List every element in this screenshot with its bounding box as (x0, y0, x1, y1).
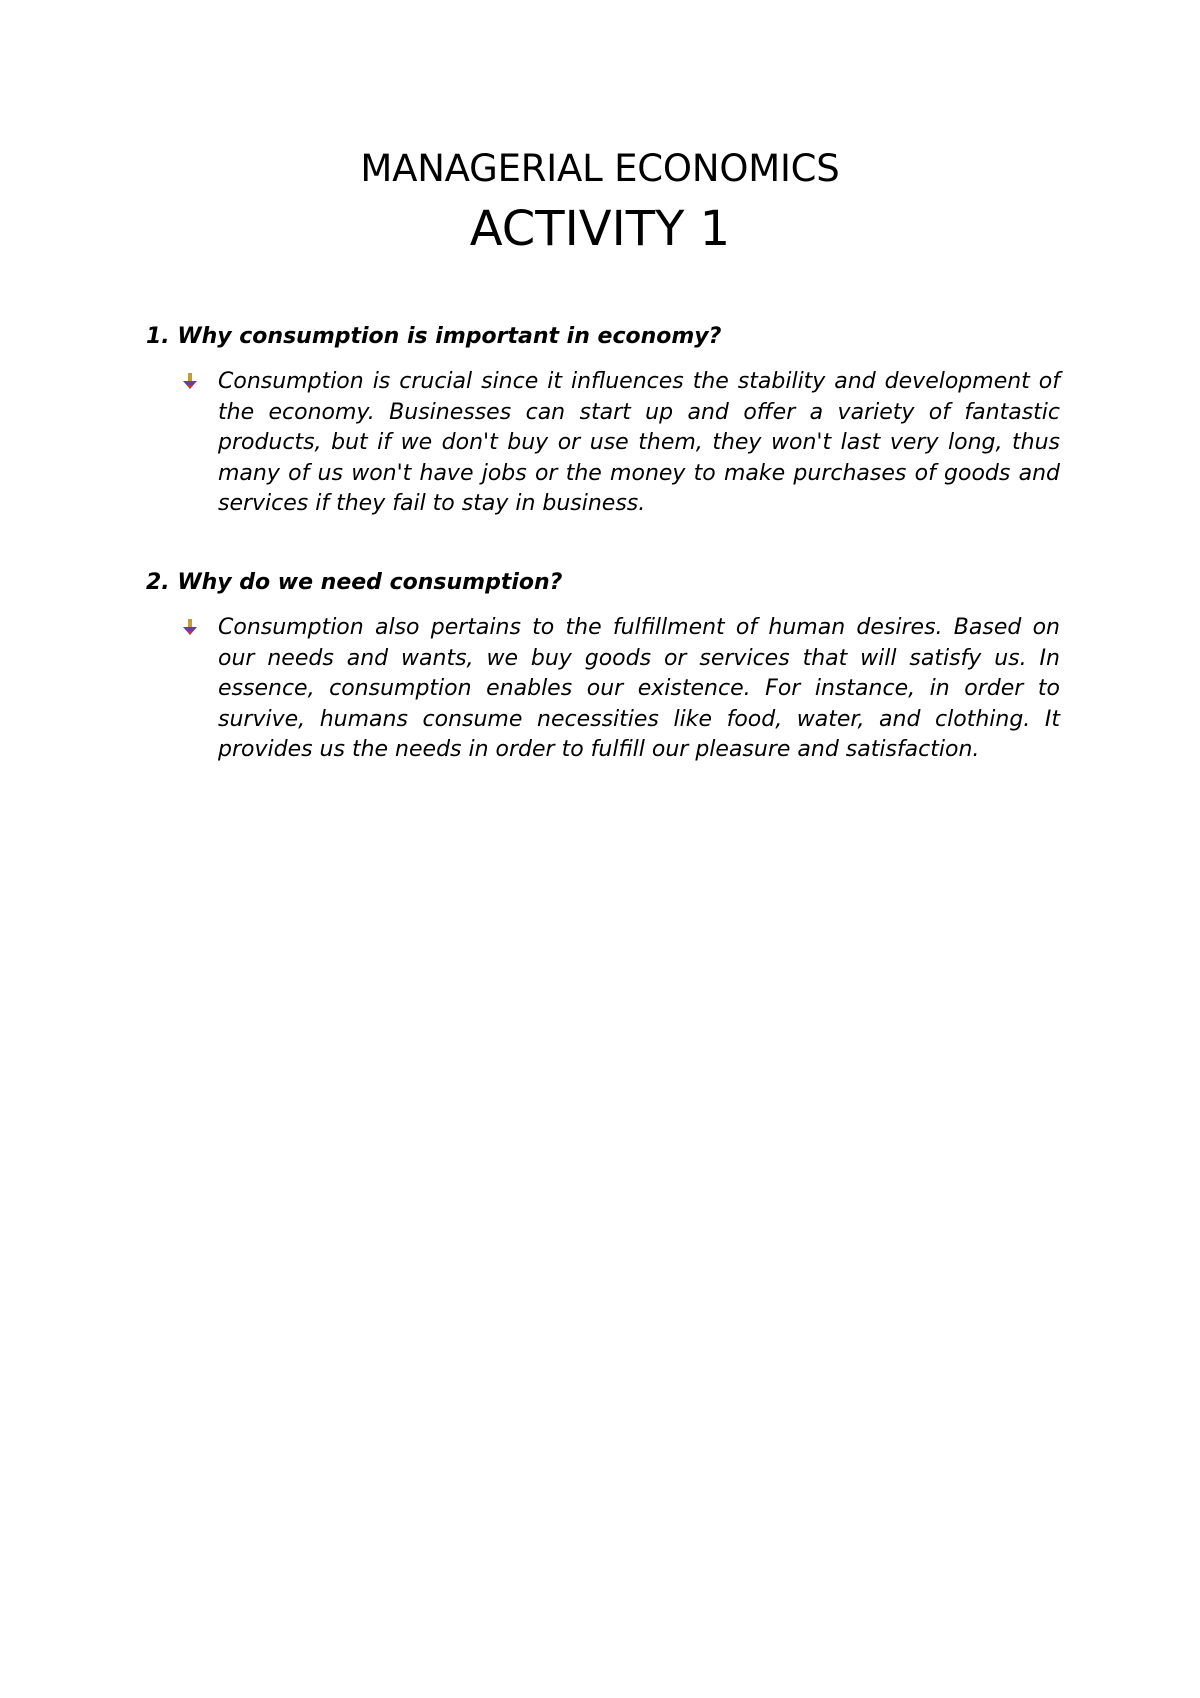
answer-2-text: Consumption also pertains to the fulfillment of human desires. Based on our needs and wants, we buy goods or services that will satisfy us. In essence, consumption enables our existence. For instance, in order to survive, humans consume necessities like food, water, and clothing. It provides us the needs in order to fulfill our pleasure and satisfaction. (218, 615, 1060, 763)
arrow-down-bullet-icon (182, 373, 198, 391)
arrow-down-bullet-icon (182, 619, 198, 637)
answer-1-item (182, 367, 1060, 520)
question-2: 2. Why do we need consumption? (146, 570, 563, 595)
document-title: MANAGERIAL ECONOMICS (360, 147, 840, 190)
activity-heading: ACTIVITY 1 (469, 201, 731, 257)
question-1: 1. Why consumption is important in economy? (146, 324, 722, 349)
answer-2-item (182, 613, 1060, 766)
answer-1-text: Consumption is crucial since it influences the stability and development of the economy. Businesses can start up and offer a variety of fantastic products, but if we don't buy or use them, they won't last very long, thus many of us won't have jobs or the money to make purchases of goods and services if they fail to stay in business. (218, 369, 1060, 517)
